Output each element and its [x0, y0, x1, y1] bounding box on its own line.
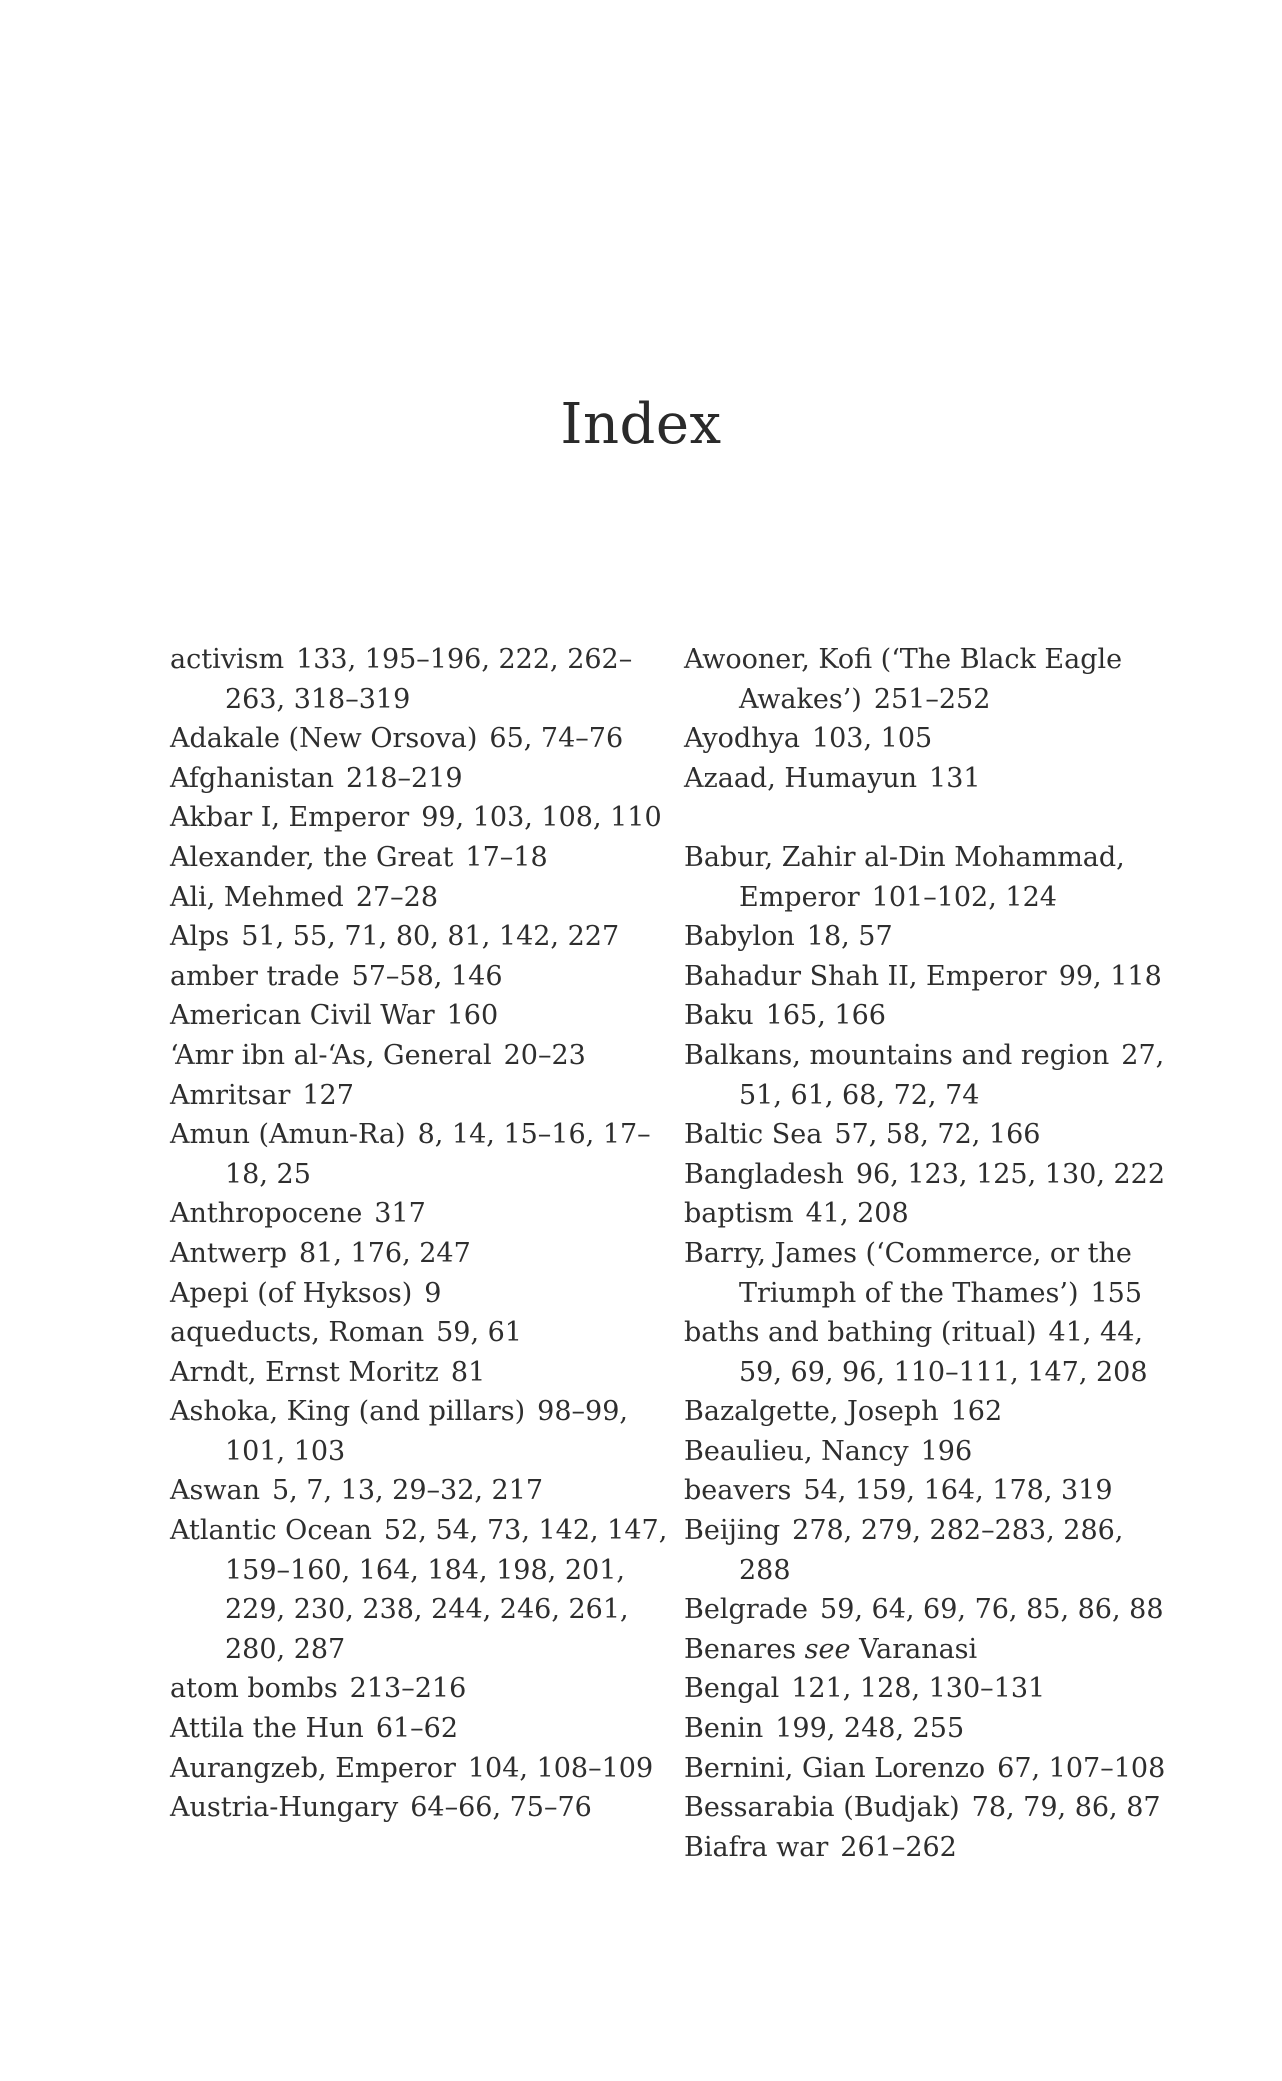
entry-term: Bangladesh [684, 1158, 844, 1190]
entry-pages: 9 [424, 1277, 442, 1309]
entry-term: American Civil War [170, 1000, 435, 1032]
entry-term: atom bombs [170, 1673, 338, 1705]
entry-term: Ashoka, King (and pillars) [170, 1396, 526, 1428]
index-entry [170, 1234, 670, 1274]
entry-term: Babylon [684, 921, 795, 953]
index-entry [684, 1511, 1174, 1590]
index-entry [170, 1115, 670, 1194]
entry-term: Bessarabia (Budjak) [684, 1792, 960, 1824]
index-entry [170, 1511, 670, 1669]
entry-term: Babur, Zahir al-Din Mohammad, Emperor [684, 841, 1125, 913]
entry-pages: 59, 64, 69, 76, 85, 86, 88 [820, 1594, 1164, 1626]
entry-term: Bahadur Shah II, Emperor [684, 960, 1047, 992]
entry-term: Afghanistan [170, 762, 335, 794]
entry-pages: 121, 128, 130–131 [791, 1673, 1046, 1705]
entry-term: Aurangzeb, Emperor [170, 1752, 456, 1784]
index-entry [170, 1353, 670, 1393]
entry-pages: 8, 14, 15–16, 17–18, 25 [225, 1119, 651, 1190]
entry-pages: 17–18 [465, 841, 548, 873]
entry-term: baths and bathing (ritual) [684, 1317, 1037, 1349]
index-entry [170, 1788, 670, 1828]
index-entry [684, 640, 1174, 719]
entry-term: amber trade [170, 960, 340, 992]
index-entry [170, 1076, 670, 1116]
index-column-left [170, 640, 670, 1828]
entry-term: Adakale (New Orsova) [170, 723, 478, 755]
entry-pages: 103, 105 [811, 723, 933, 755]
entry-pages: 18, 57 [806, 921, 893, 953]
entry-term: Biafra war [684, 1831, 829, 1863]
entry-pages: 133, 195–196, 222, 262–263, 318–319 [225, 644, 633, 715]
entry-term: Alps [170, 921, 230, 953]
entry-term: Anthropocene [170, 1198, 363, 1230]
entry-term: Austria-Hungary [170, 1792, 399, 1824]
entry-pages: 278, 279, 282–283, 286, 288 [739, 1515, 1124, 1586]
entry-pages: 64–66, 75–76 [410, 1792, 592, 1824]
index-entry [170, 1669, 670, 1709]
index-entry [684, 1194, 1174, 1234]
entry-pages: 155 [1090, 1277, 1143, 1309]
letter-group-gap [684, 798, 1174, 838]
entry-pages: 131 [929, 762, 981, 794]
entry-pages: 54, 159, 164, 178, 319 [803, 1475, 1113, 1507]
index-entry [684, 996, 1174, 1036]
index-entry [170, 1194, 670, 1234]
index-entry [684, 1313, 1174, 1392]
entry-pages: 162 [950, 1396, 1003, 1428]
entry-pages: 160 [446, 1000, 499, 1032]
entry-pages: 59, 61 [436, 1317, 522, 1349]
entry-term: Arndt, Ernst Moritz [170, 1356, 439, 1388]
entry-term: Apepi (of Hyksos) [170, 1277, 413, 1309]
entry-pages: 78, 79, 86, 87 [971, 1792, 1161, 1824]
entry-term: Benares [684, 1633, 797, 1665]
entry-pages: 196 [920, 1435, 973, 1467]
index-entry [170, 996, 670, 1036]
index-entry [170, 1313, 670, 1353]
entry-term: Balkans, mountains and region [684, 1039, 1110, 1071]
index-entry [170, 878, 670, 918]
entry-pages: 101–102, 124 [871, 881, 1057, 913]
index-entry [684, 957, 1174, 997]
entry-pages: 99, 118 [1058, 960, 1162, 992]
index-entry [170, 917, 670, 957]
entry-pages: 20–23 [503, 1039, 586, 1071]
index-entry [170, 1036, 670, 1076]
index-entry [170, 1392, 670, 1471]
index-entry [684, 1709, 1174, 1749]
index-entry [170, 798, 670, 838]
entry-term: Amun (Amun-Ra) [170, 1119, 406, 1151]
index-entry [684, 759, 1174, 799]
see-reference-word: see [804, 1633, 851, 1665]
entry-pages: 65, 74–76 [489, 723, 624, 755]
entry-term: Awooner, Kofi (‘The Black Eagle Awakes’) [684, 644, 1123, 715]
entry-pages: 41, 44, 59, 69, 96, 110–111, 147, 208 [739, 1317, 1148, 1388]
index-entry [170, 1749, 670, 1789]
entry-term: activism [170, 644, 285, 675]
entry-term: Atlantic Ocean [170, 1515, 372, 1547]
entry-pages: 261–262 [840, 1831, 957, 1863]
entry-term: beavers [684, 1475, 792, 1507]
index-entry [170, 640, 670, 719]
entry-pages: 317 [374, 1198, 426, 1230]
entry-term: Baltic Sea [684, 1119, 823, 1151]
entry-pages: 96, 123, 125, 130, 222 [855, 1158, 1166, 1190]
index-entry [684, 1471, 1174, 1511]
entry-term: Akbar I, Emperor [170, 802, 410, 834]
index-entry [684, 1432, 1174, 1472]
entry-pages: 98–99, 101, 103 [225, 1396, 628, 1467]
index-entry [684, 1749, 1174, 1789]
index-entry [684, 1234, 1174, 1313]
entry-term: aqueducts, Roman [170, 1317, 425, 1349]
entry-pages: 251–252 [873, 683, 991, 715]
entry-term: Attila the Hun [170, 1713, 364, 1745]
entry-term: Amritsar [170, 1079, 291, 1111]
index-entry [684, 719, 1174, 759]
entry-term: Ayodhya [684, 723, 800, 755]
entry-term: baptism [684, 1198, 794, 1230]
entry-pages: 52, 54, 73, 142, 147, 159–160, 164, 184, 198, 201, 229, 230, 238, 244, 246, 261, 280, 287 [225, 1515, 668, 1665]
index-entry [170, 719, 670, 759]
index-entry [684, 838, 1174, 917]
entry-pages: 5, 7, 13, 29–32, 217 [271, 1475, 544, 1507]
index-entry [684, 917, 1174, 957]
index-entry [684, 1392, 1174, 1432]
entry-term: Azaad, Humayun [684, 762, 918, 794]
entry-term: Beijing [684, 1515, 781, 1547]
entry-pages: 61–62 [375, 1713, 459, 1745]
index-entry [684, 1115, 1174, 1155]
entry-pages: 213–216 [349, 1673, 467, 1705]
entry-pages: 81 [450, 1356, 486, 1388]
entry-term: Ali, Mehmed [170, 881, 344, 913]
entry-term: Baku [684, 1000, 754, 1032]
entry-term: Aswan [170, 1475, 260, 1507]
entry-pages: 67, 107–108 [997, 1752, 1166, 1784]
entry-pages: 27, 51, 61, 68, 72, 74 [739, 1039, 1165, 1111]
index-entry [170, 759, 670, 799]
entry-pages: 27–28 [355, 881, 439, 913]
entry-term: Barry, James (‘Commerce, or the Triumph of the Thames’) [684, 1237, 1132, 1309]
entry-term: Bazalgette, Joseph [684, 1396, 939, 1428]
index-entry-cross-reference [684, 1630, 1174, 1670]
entry-term: Belgrade [684, 1594, 809, 1626]
index-entry [684, 1828, 1174, 1868]
entry-pages: 57–58, 146 [351, 960, 503, 992]
entry-pages: 81, 176, 247 [299, 1237, 471, 1269]
entry-term: Bengal [684, 1673, 780, 1705]
entry-pages: 199, 248, 255 [775, 1713, 965, 1745]
index-entry [684, 1590, 1174, 1630]
index-column-right [684, 640, 1174, 1867]
index-entry [684, 1788, 1174, 1828]
entry-pages: 51, 55, 71, 80, 81, 142, 227 [241, 921, 620, 953]
entry-pages: 57, 58, 72, 166 [834, 1119, 1041, 1151]
index-entry [684, 1155, 1174, 1195]
entry-term: Alexander, the Great [170, 841, 454, 873]
entry-term: Antwerp [170, 1237, 288, 1269]
page-title: Index [560, 392, 722, 457]
entry-pages: 41, 208 [805, 1198, 909, 1230]
index-entry [170, 1471, 670, 1511]
index-entry [170, 957, 670, 997]
entry-pages: 127 [302, 1079, 354, 1111]
entry-pages: 104, 108–109 [467, 1752, 654, 1784]
index-entry [684, 1669, 1174, 1709]
entry-term: Bernini, Gian Lorenzo [684, 1752, 986, 1784]
entry-term: ‘Amr ibn al-‘As, General [170, 1039, 492, 1071]
entry-term: Beaulieu, Nancy [684, 1435, 909, 1467]
entry-term: Benin [684, 1713, 764, 1745]
entry-see-target: Varanasi [859, 1633, 978, 1665]
index-entry [170, 1274, 670, 1314]
index-entry [684, 1036, 1174, 1115]
entry-pages: 165, 166 [765, 1000, 886, 1032]
index-entry [170, 838, 670, 878]
entry-pages: 218–219 [346, 762, 463, 794]
entry-pages: 99, 103, 108, 110 [421, 802, 662, 834]
index-entry [170, 1709, 670, 1749]
